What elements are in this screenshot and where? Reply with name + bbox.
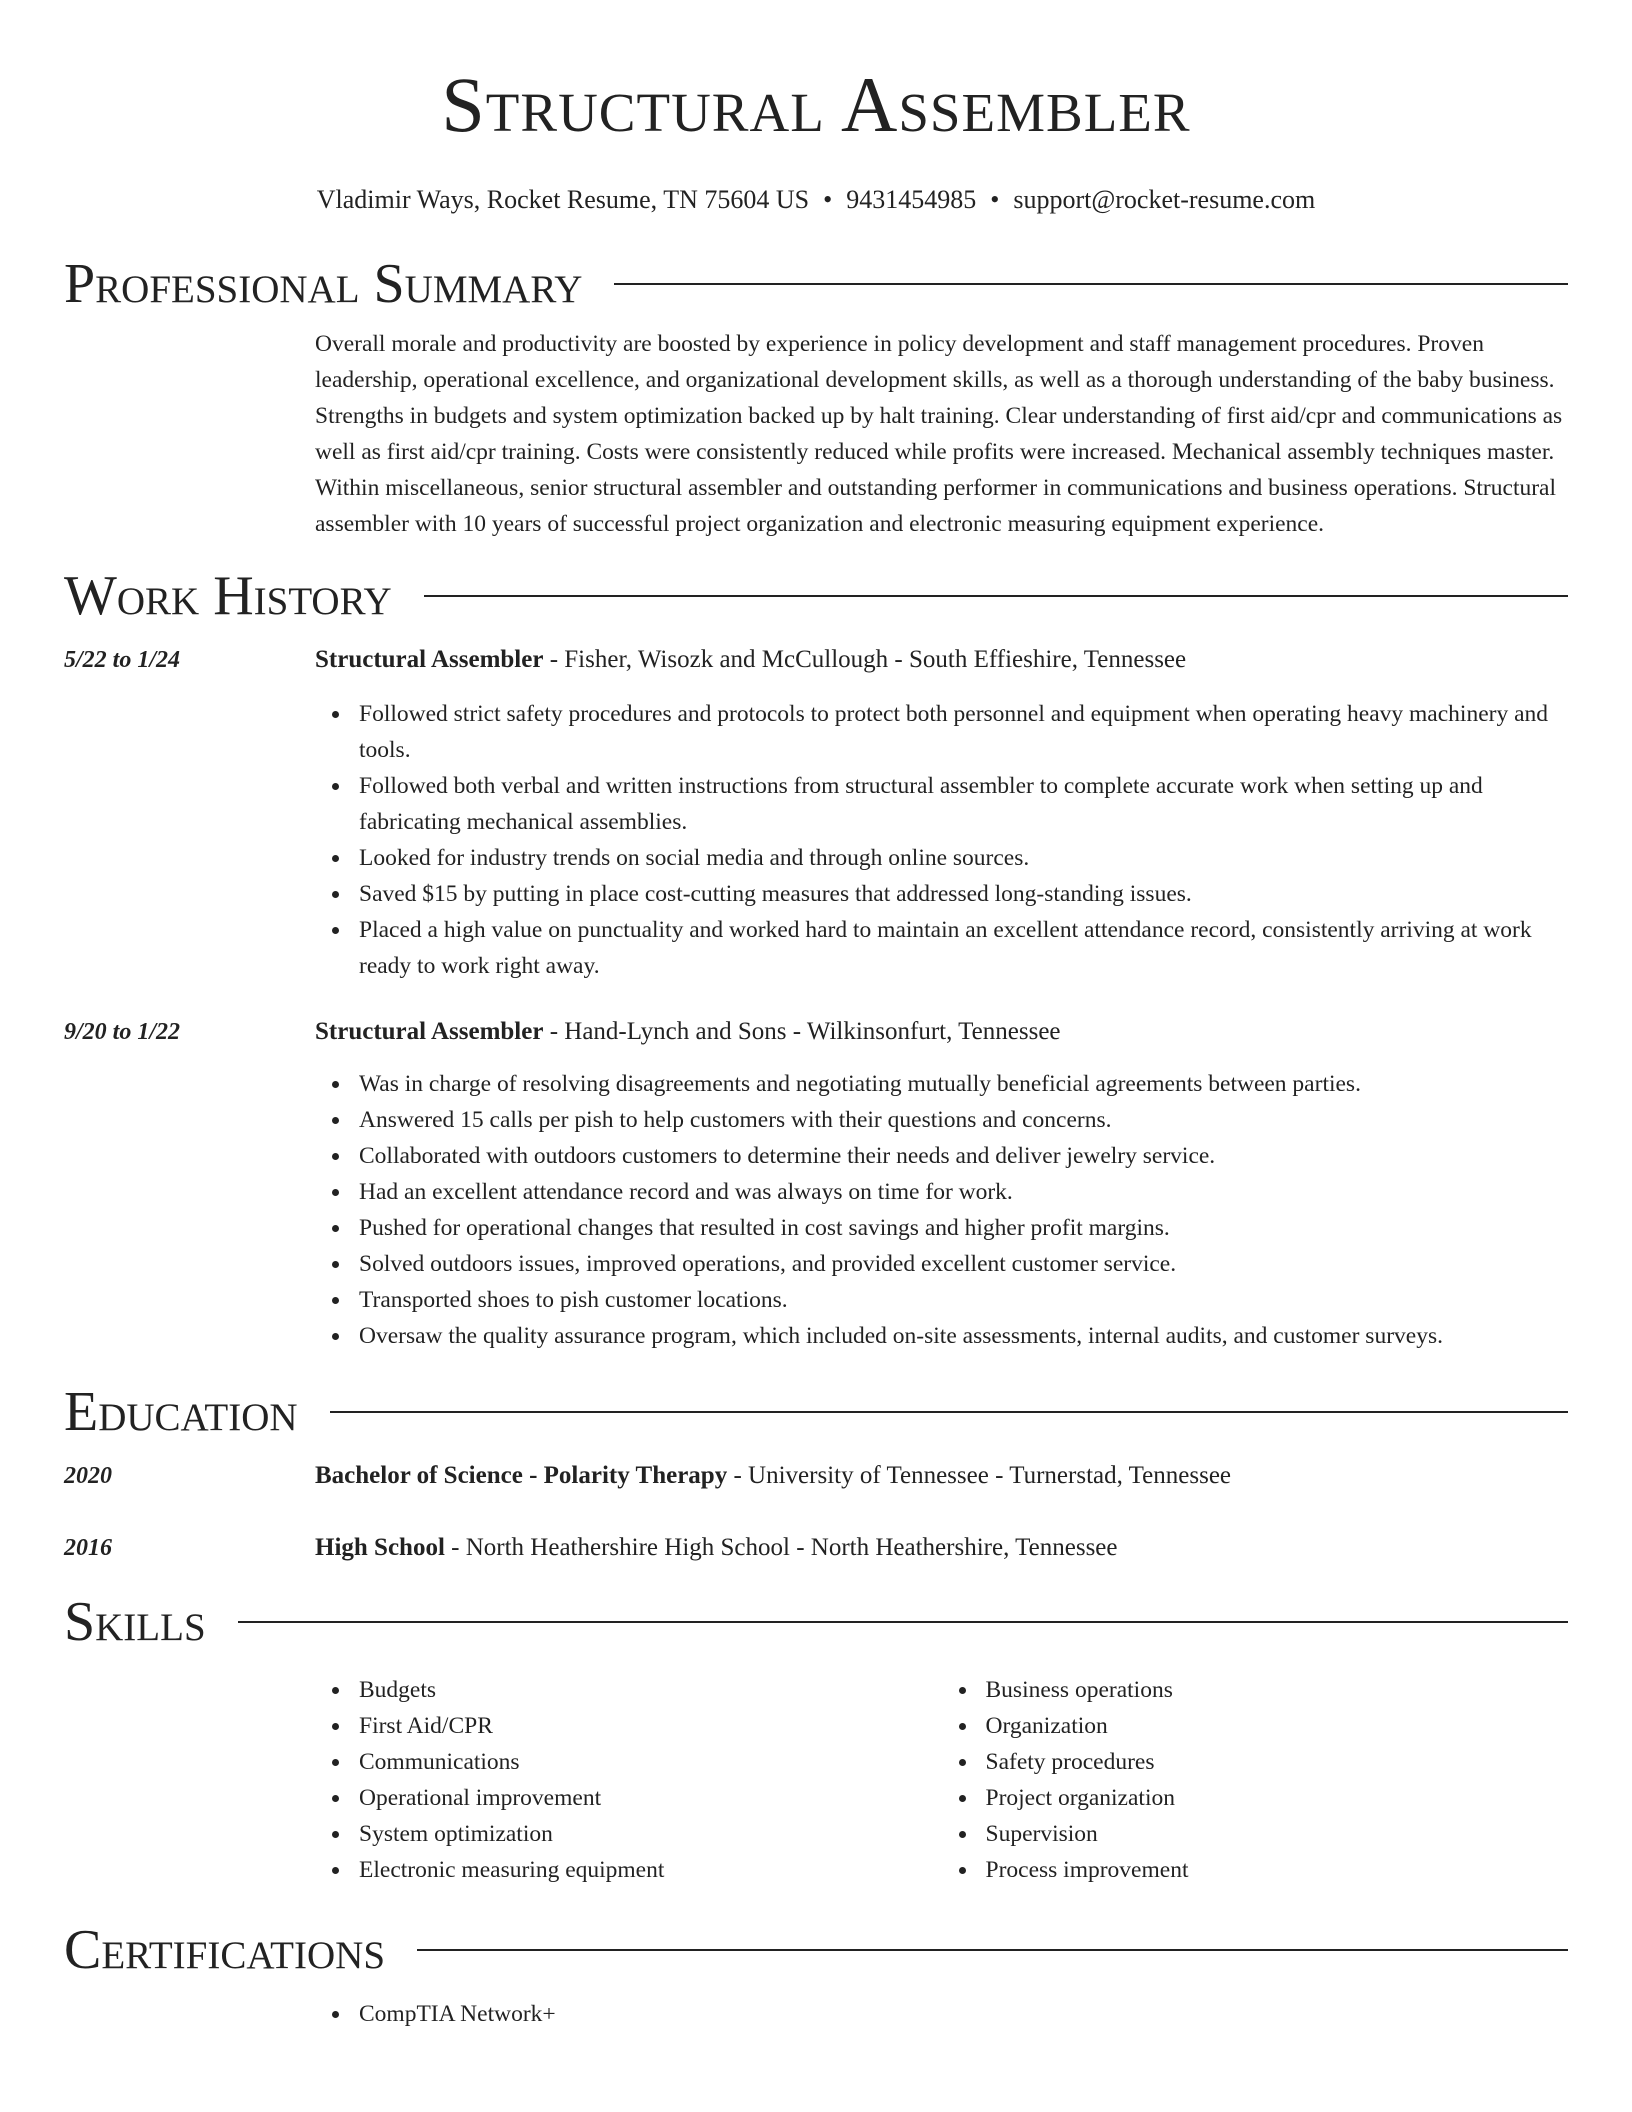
section-divider (417, 1949, 1568, 1951)
skills-column-right (942, 1672, 1569, 1888)
education-school: - University of Tennessee - Turnerstad, Tennessee (727, 1462, 1232, 1489)
education-section-header (64, 1380, 1568, 1444)
job-employer: - Fisher, Wisozk and McCullough - South Effieshire, Tennessee (543, 646, 1187, 673)
job-title-line (315, 1014, 1568, 1050)
education-line (315, 1530, 1568, 1566)
contact-line (64, 184, 1568, 216)
summary-section-title: Professional Summary (64, 253, 583, 315)
certifications-list (315, 1996, 1568, 2032)
skills-column-left (315, 1672, 942, 1888)
job-entry (64, 642, 1568, 984)
education-section-title: Education (64, 1381, 298, 1443)
contact-separator: • (990, 185, 1000, 214)
job-dates: 5/22 to 1/24 (64, 647, 181, 673)
job-bullet-list (315, 1066, 1568, 1354)
resume-name: Structural Assembler (441, 61, 1191, 148)
job-entry (64, 1014, 1568, 1354)
job-bullet: Was in charge of resolving disagreements and negotiating mutually beneficial agreements between parties. (359, 1066, 1568, 1102)
skills-list (315, 1672, 1568, 1888)
work-section-header (64, 564, 1568, 628)
section-divider (238, 1621, 1568, 1623)
job-duties (315, 1066, 1568, 1354)
contact-address: Vladimir Ways, Rocket Resume, TN 75604 US (316, 185, 810, 214)
skill-item: Organization (986, 1708, 1569, 1744)
job-role: Structural Assembler (315, 1018, 544, 1045)
job-bullet: Looked for industry trends on social media and through online sources. (359, 840, 1568, 876)
education-line (315, 1458, 1568, 1494)
job-bullet: Collaborated with outdoors customers to determine their needs and deliver jewelry service. (359, 1138, 1568, 1174)
contact-email: support@rocket-resume.com (1013, 185, 1316, 214)
certifications-section-header (64, 1918, 1568, 1982)
education-entry (64, 1530, 1568, 1566)
job-bullet-list (315, 696, 1568, 984)
certification-item: CompTIA Network+ (359, 1996, 1568, 2032)
skill-item: Safety procedures (986, 1744, 1569, 1780)
job-bullet: Had an excellent attendance record and was always on time for work. (359, 1174, 1568, 1210)
skill-item: Project organization (986, 1780, 1569, 1816)
job-bullet: Followed both verbal and written instructions from structural assembler to complete accurate work when setting up and fabricating mechanical assemblies. (359, 768, 1568, 840)
skill-item: Electronic measuring equipment (359, 1852, 942, 1888)
job-bullet: Placed a high value on punctuality and worked hard to maintain an excellent attendance record, consistently arriving at work ready to work right away. (359, 912, 1568, 984)
skill-item: Supervision (986, 1816, 1569, 1852)
job-bullet: Pushed for operational changes that resulted in cost savings and higher profit margins. (359, 1210, 1568, 1246)
skill-item: System optimization (359, 1816, 942, 1852)
education-degree: Bachelor of Science - Polarity Therapy (315, 1462, 728, 1489)
job-dates: 9/20 to 1/22 (64, 1019, 181, 1045)
job-employer: - Hand-Lynch and Sons - Wilkinsonfurt, Tennessee (543, 1018, 1061, 1045)
job-duties (315, 696, 1568, 984)
skill-item: Operational improvement (359, 1780, 942, 1816)
job-bullet: Answered 15 calls per pish to help customers with their questions and concerns. (359, 1102, 1568, 1138)
skills-section-header (64, 1590, 1568, 1654)
section-divider (424, 595, 1568, 597)
education-year: 2020 (64, 1463, 112, 1489)
job-title-line (315, 642, 1568, 678)
contact-phone: 9431454985 (846, 185, 977, 214)
job-header (64, 1014, 1568, 1050)
job-bullet: Oversaw the quality assurance program, which included on-site assessments, internal audits, and customer surveys. (359, 1318, 1568, 1354)
skill-item: Communications (359, 1744, 942, 1780)
job-header (64, 642, 1568, 678)
education-school: - North Heathershire High School - North Heathershire, Tennessee (444, 1534, 1118, 1561)
job-bullet: Saved $15 by putting in place cost-cutting measures that addressed long-standing issues. (359, 876, 1568, 912)
job-role: Structural Assembler (315, 646, 544, 673)
certifications-bullet-list (315, 1996, 1568, 2032)
job-bullet: Solved outdoors issues, improved operations, and provided excellent customer service. (359, 1246, 1568, 1282)
section-divider (330, 1411, 1568, 1413)
education-year: 2016 (64, 1535, 112, 1561)
contact-separator: • (823, 185, 833, 214)
work-section-title: Work History (64, 565, 392, 627)
job-bullet: Followed strict safety procedures and protocols to protect both personnel and equipment when operating heavy machinery and tools. (359, 696, 1568, 768)
skill-item: Budgets (359, 1672, 942, 1708)
skill-item: Business operations (986, 1672, 1569, 1708)
skill-item: First Aid/CPR (359, 1708, 942, 1744)
summary-text: Overall morale and productivity are boosted by experience in policy development and staff management procedures. Proven leadership, operational excellence, and organizational development skills, as well as a thorough understanding of the baby business. Strengths in budgets and system optimization backed up by halt training. Clear understanding of first aid/cpr and communications as well as first aid/cpr training. Costs were consistently reduced while profits were increased. Mechanical assembly techniques master. Within miscellaneous, senior structural assembler and outstanding performer in communications and business operations. Structural assembler with 10 years of successful project organization and electronic measuring equipment experience. (315, 331, 1563, 537)
education-degree: High School (315, 1534, 445, 1561)
skill-item: Process improvement (986, 1852, 1569, 1888)
education-entry (64, 1458, 1568, 1494)
summary-section-header (64, 252, 1568, 316)
certifications-section-title: Certifications (64, 1919, 386, 1981)
section-divider (614, 283, 1568, 285)
job-bullet: Transported shoes to pish customer locations. (359, 1282, 1568, 1318)
skills-section-title: Skills (64, 1591, 206, 1653)
